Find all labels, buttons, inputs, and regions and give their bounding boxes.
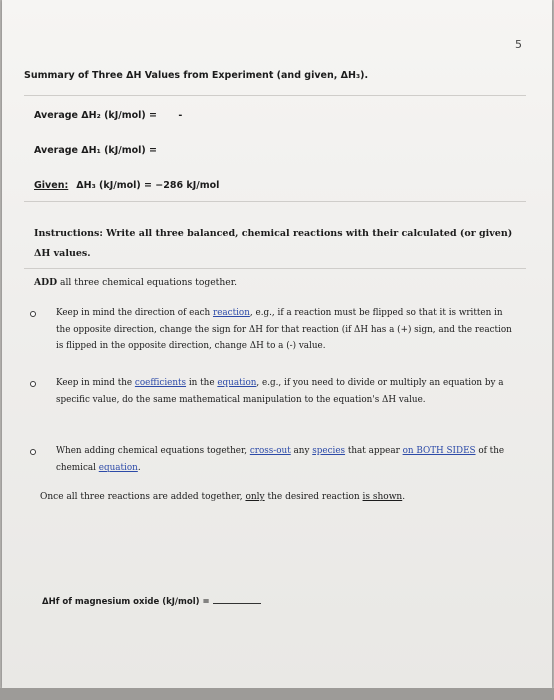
mgo-enthalpy-row: [24, 596, 526, 607]
species-link[interactable]: species: [312, 446, 346, 456]
average-dh2-row: [24, 110, 526, 121]
bullet-cross-out: [30, 443, 518, 476]
average-dh1-label: Average ΔH₁ (kJ/mol) =: [34, 145, 158, 156]
given-dh3-row: [24, 180, 526, 202]
text-segment: , e.g., if a reaction must be flipped so that it is written in the opposite direction, change the sign for ΔH for that reaction (if ΔH has a (+) sign, and the reaction is flipped in the opposite direction, change ΔH to a (-) value.: [56, 308, 512, 351]
final-reaction-line: [24, 492, 526, 502]
bullet-dot: [30, 449, 36, 455]
given-dh3-value: ΔH₃ (kJ/mol) = −286 kJ/mol: [76, 180, 220, 191]
bullet-coefficients: [30, 375, 518, 408]
text-segment: When adding chemical equations together,: [56, 446, 250, 456]
summary-title: Summary of Three ΔH Values from Experiment (and given, ΔH₃).: [24, 70, 526, 96]
text-segment: any: [290, 446, 313, 456]
text-segment: that appear: [345, 446, 403, 456]
text-segment: .: [137, 462, 141, 473]
mgo-enthalpy-label: ΔHf of magnesium oxide (kJ/mol) =: [42, 597, 210, 607]
text-segment: Once all three reactions are added together,: [40, 492, 246, 502]
text-segment: Keep in mind the direction of each: [56, 308, 213, 318]
cross-out-link[interactable]: cross-out: [249, 446, 291, 456]
add-keyword: ADD: [34, 277, 58, 288]
bullet-dot: [30, 311, 36, 317]
text-segment: .: [402, 492, 406, 502]
bullet-cross-out-text: [56, 443, 518, 476]
page-bottom-edge: [0, 688, 554, 700]
instructions-line-1: Instructions: Write all three balanced, chemical reactions with their calculated (or given): [34, 228, 513, 239]
average-dh2-label: Average ΔH₂ (kJ/mol) =: [34, 110, 158, 121]
add-line-text: all three chemical equations together.: [57, 277, 238, 288]
worksheet-page: [2, 0, 552, 688]
average-dh2-mark: -: [178, 110, 183, 121]
bullet-coefficients-text: [56, 375, 518, 408]
only-underlined: only: [245, 492, 265, 502]
instructions-line-2: ΔH values.: [34, 248, 91, 259]
text-segment: in the: [186, 378, 218, 388]
text-segment: the desired reaction: [264, 492, 363, 502]
text-segment: , e.g., if you need to divide or multiply an equation by a specific value, do the same mathematical manipulation to the equation's ΔH value.: [56, 378, 504, 405]
text-segment: Keep in mind the: [56, 378, 135, 388]
reaction-link[interactable]: reaction: [212, 308, 250, 318]
answer-blank[interactable]: [213, 596, 261, 604]
average-dh1-row: [24, 145, 526, 156]
both-sides-link[interactable]: on BOTH SIDES: [402, 446, 476, 456]
is-shown-underlined: is shown: [362, 492, 403, 502]
bullet-dot: [30, 381, 36, 387]
page-number: 5: [515, 38, 522, 51]
given-label: Given:: [34, 180, 69, 191]
equation-link[interactable]: equation: [217, 378, 257, 388]
bullet-direction-text: [56, 305, 518, 355]
text-segment: of the chemical: [56, 446, 505, 473]
bullet-direction: [30, 305, 518, 355]
instructions: [24, 224, 526, 269]
add-equations-line: [24, 277, 526, 288]
coefficients-link[interactable]: coefficients: [134, 378, 187, 388]
equation-link[interactable]: equation: [98, 462, 138, 473]
